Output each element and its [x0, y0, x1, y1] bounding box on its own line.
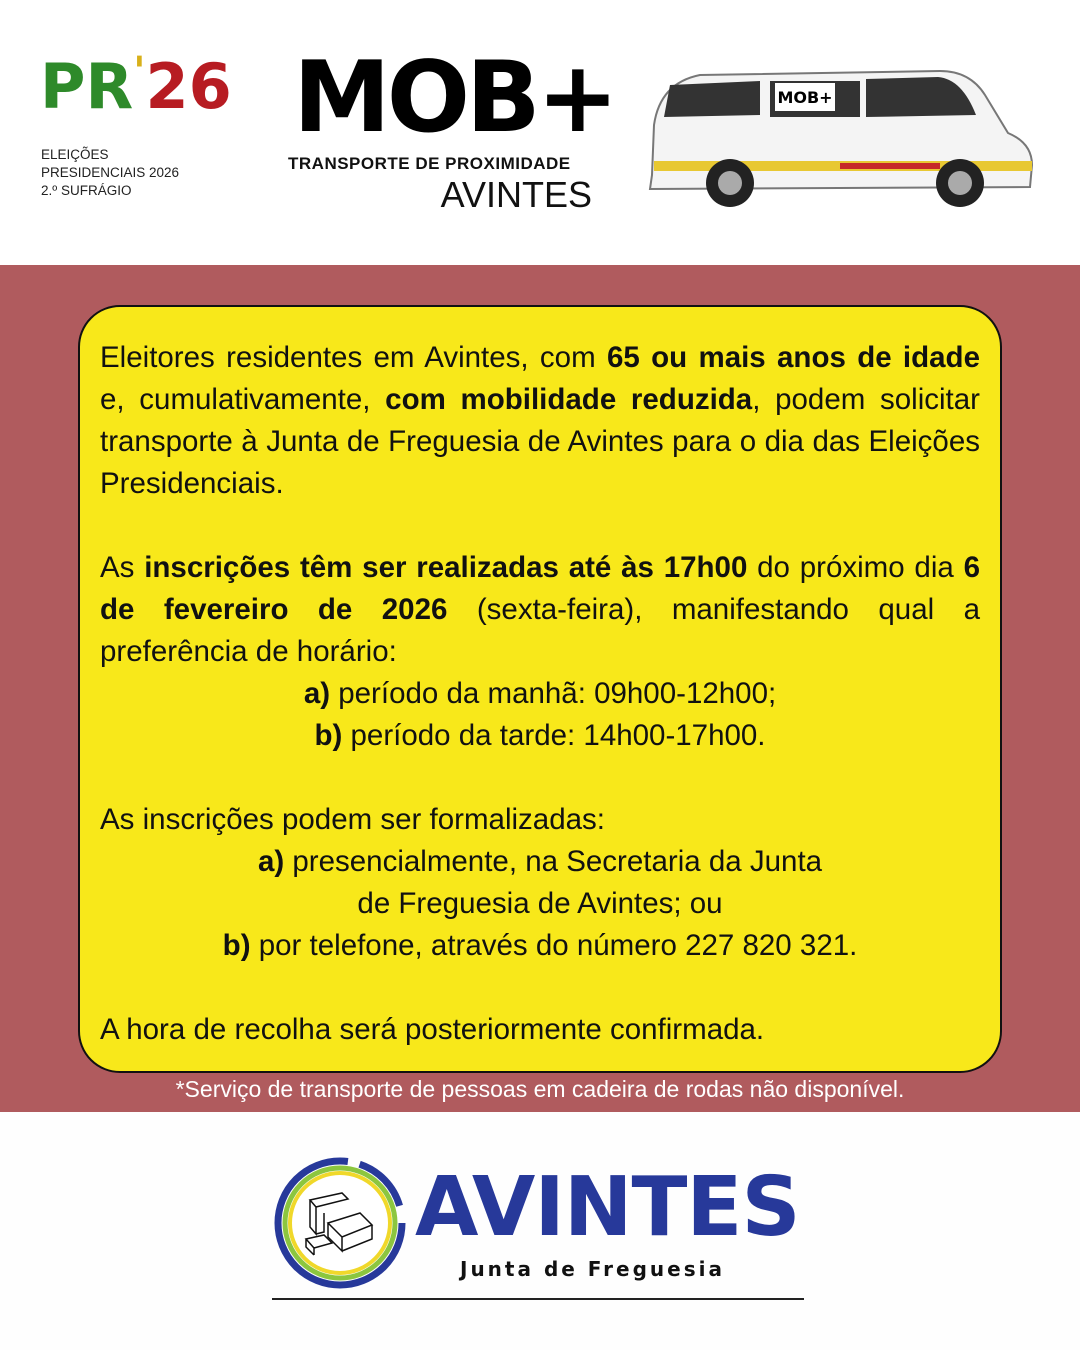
- option-key: b): [222, 929, 251, 962]
- van-image: [640, 55, 1040, 215]
- option-text: presencialmente, na Secretaria da Junta: [284, 845, 823, 878]
- mob-subtitle: TRANSPORTE DE PROXIMIDADE: [288, 154, 571, 173]
- schedule-option: [100, 715, 980, 757]
- text: Eleitores residentes em Avintes, com: [100, 341, 607, 374]
- methods-intro: As inscrições podem ser formalizadas:: [100, 803, 605, 836]
- text: do próximo dia: [747, 551, 964, 584]
- footnote: *Serviço de transporte de pessoas em cadeira de rodas não disponível.: [175, 1076, 905, 1102]
- avintes-logo: [272, 1155, 804, 1300]
- election-line3: 2.º SUFRÁGIO: [41, 183, 132, 198]
- pickup-note: A hora de recolha será posteriormente confirmada.: [100, 1013, 765, 1046]
- mob-town: AVINTES: [440, 174, 592, 215]
- election-line2: PRESIDENCIAIS 2026: [41, 165, 180, 180]
- bold-mobility: com mobilidade reduzida: [385, 383, 753, 416]
- option-key: b): [314, 719, 343, 752]
- deadline-paragraph: [100, 547, 980, 673]
- divider: [272, 1298, 804, 1300]
- logo-year: 26: [145, 50, 232, 123]
- eligibility-paragraph: [100, 337, 980, 505]
- footer-title: AVINTES: [415, 1160, 800, 1255]
- election-line1: ELEIÇÕES: [41, 147, 109, 162]
- header: [0, 0, 1080, 265]
- bold-age: 65 ou mais anos de idade: [606, 341, 980, 374]
- method-option: [100, 925, 980, 967]
- footer-subtitle: Junta de Freguesia: [460, 1257, 725, 1281]
- mob-title: MOB+: [293, 41, 615, 155]
- option-text: período da manhã: 09h00-12h00;: [330, 677, 777, 710]
- option-text: de Freguesia de Avintes; ou: [357, 887, 723, 920]
- text: (sexta-feira), manifestando qual a preferência de horário:: [100, 593, 980, 668]
- notice-box: [78, 305, 1002, 1073]
- bold-date: 6 de fevereiro de 2026: [100, 551, 980, 626]
- mob-logo: [284, 41, 624, 215]
- option-text: por telefone, através do número 227 820 321.: [250, 929, 858, 962]
- logo-pr: PR: [40, 50, 134, 123]
- option-key: a): [257, 845, 285, 878]
- method-option: [100, 841, 980, 925]
- option-key: a): [303, 677, 331, 710]
- election-caption: [41, 146, 179, 200]
- option-text: período da tarde: 14h00-17h00.: [342, 719, 766, 752]
- emblem-icon: [272, 1155, 408, 1291]
- bold-deadline: inscrições têm ser realizadas até às 17h00: [144, 551, 748, 584]
- text: As: [100, 551, 145, 584]
- van-logo: MOB+: [777, 88, 833, 107]
- text: , podem solicitar transporte à Junta de Freguesia de Avintes para o dia das Eleições Presidenciais.: [100, 383, 980, 500]
- text: e, cumulativamente,: [100, 383, 386, 416]
- schedule-option: [100, 673, 980, 715]
- election-logo: [40, 49, 232, 123]
- logo-apostrophe: ': [133, 49, 146, 95]
